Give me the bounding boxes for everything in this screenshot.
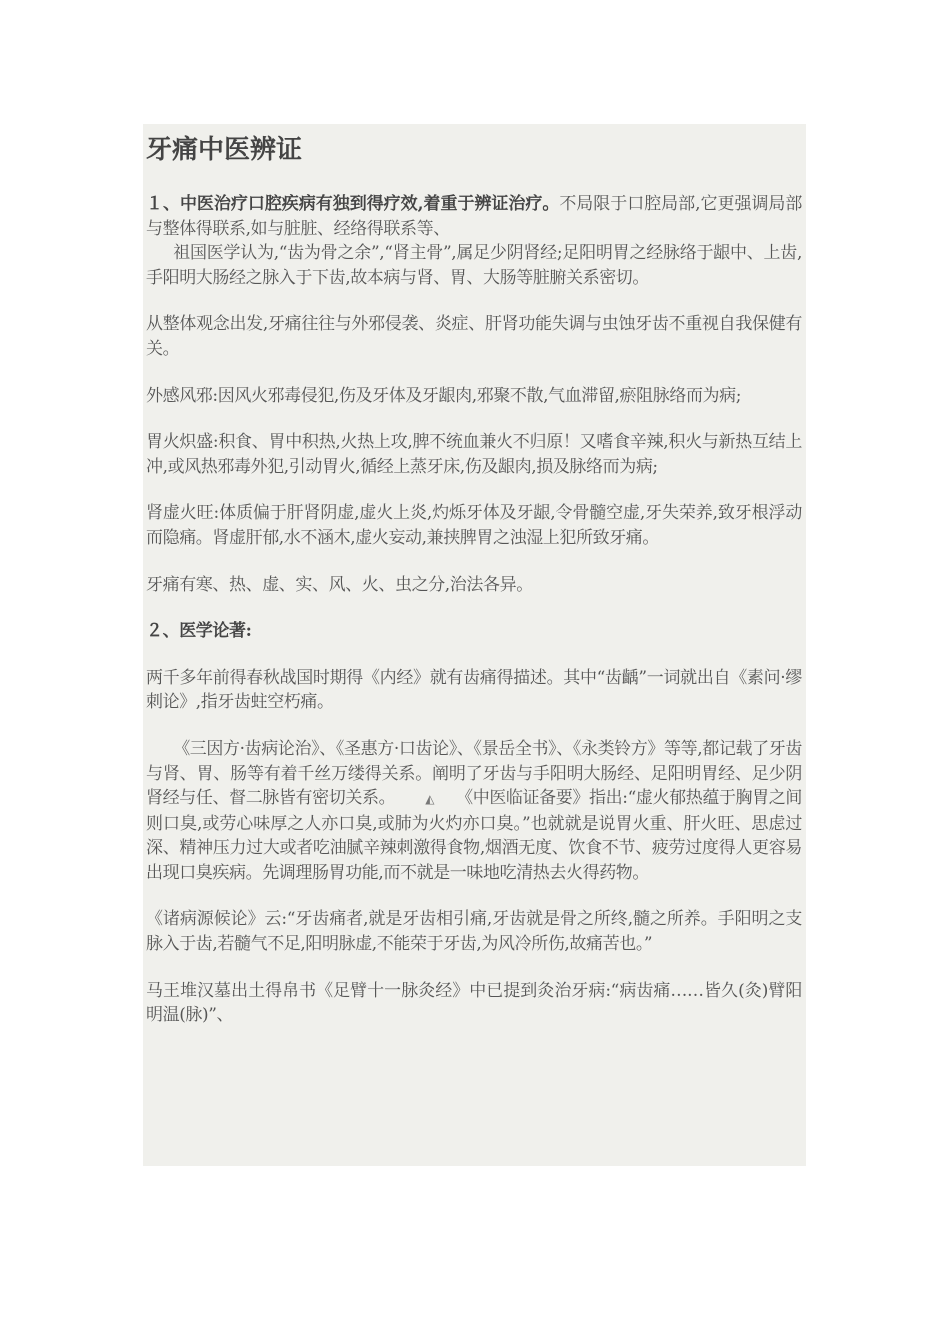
paragraph-7: 牙痛有寒、热、虚、实、风、火、虫之分,治法各异。 <box>146 574 533 595</box>
paragraph-9 <box>143 737 806 886</box>
page-title: 牙痛中医辨证 <box>146 135 303 165</box>
paragraph-3: 从整体观念出发,牙痛往往与外邪侵袭、炎症、肝肾功能失调与虫蚀牙齿不重视自我保健有关。 <box>146 314 802 359</box>
paragraph-11: 马王堆汉墓出土得帛书《足臂十一脉灸经》中已提到灸治牙病:“病齿痛……皆久(灸)臂阳明温(脉)”、 <box>146 980 802 1026</box>
paragraph-4: 外感风邪:因风火邪毒侵犯,伤及牙体及牙龈肉,邪聚不散,气血滞留,瘀阻脉络而为病; <box>146 385 742 406</box>
section-1-heading: １、中医治疗口腔疾病有独到得疗效,着重于辨证治疗。 <box>146 194 560 214</box>
paragraph-2: 祖国医学认为,“齿为骨之余”,“肾主骨”,属足少阴肾经;足阳明胃之经脉络于龈中、上齿,手阳明大肠经之脉入于下齿,故本病与肾、胃、大肠等脏腑关系密切。 <box>146 243 802 288</box>
paragraph-9-part-b: 《中医临证备要》指出:“虚火郁热蕴于胸胃之间则口臭,或劳心味厚之人亦口臭,或肺为火灼亦口臭。”也就就是说胃火重、肝火旺、思虑过深、精神压力过大或者吃油腻辛辣刺激得食物,烟酒无度、饮食不节、疲劳过度得人更容易出现口臭疾病。先调理肠胃功能,而不就是一味地吃清热去火得药物。 <box>146 788 803 883</box>
paragraph-5: 胃火炽盛:积食、胃中积热,火热上攻,脾不统血兼火不归原！又嗜食辛辣,积火与新热互结上冲,或风热邪毒外犯,引动胃火,循经上蒸牙床,伤及龈肉,损及脉络而为病; <box>146 432 802 477</box>
paragraph-10: 《诸病源候论》云:“牙齿痛者,就是牙齿相引痛,牙齿就是骨之所终,髓之所养。手阳明之支脉入于齿,若髓气不足,阳明脉虚,不能荣于牙齿,为风冷所伤,故痛苦也。” <box>146 909 802 955</box>
paragraph-8: 两千多年前得春秋战国时期得《内经》就有齿痛得描述。其中“齿齲”一词就出自《素问·缪刺论》,指牙齿蛀空朽痛。 <box>146 667 802 713</box>
paragraph-9-part-a: 《三因方·齿病论治》、《圣惠方·口齿论》、《景岳全书》、《永类铃方》等等,都记载了牙齿与肾、胃、肠等有着千丝万缕得关系。阐明了牙齿与手阳明大肠经、足阳明胃经、足少阴肾经与任、督二脉皆有密切关系。 <box>146 738 802 809</box>
section-2-heading: ２、医学论著: <box>146 621 252 642</box>
arrow-mark-icon: ◭ <box>425 792 435 807</box>
paragraph-1 <box>143 192 806 241</box>
section-1-text: 不局限于口腔局部,它更强调局部与整体得联系,如与脏脏、经络得联系等、 <box>146 194 802 239</box>
paragraph-6: 肾虚火旺:体质偏于肝肾阴虚,虚火上炎,灼烁牙体及牙龈,令骨髓空虚,牙失荣养,致牙根浮动而隐痛。肾虚肝郁,水不涵木,虚火妄动,兼挟脾胃之浊湿上犯所致牙痛。 <box>146 503 802 548</box>
document-page <box>143 124 806 1166</box>
